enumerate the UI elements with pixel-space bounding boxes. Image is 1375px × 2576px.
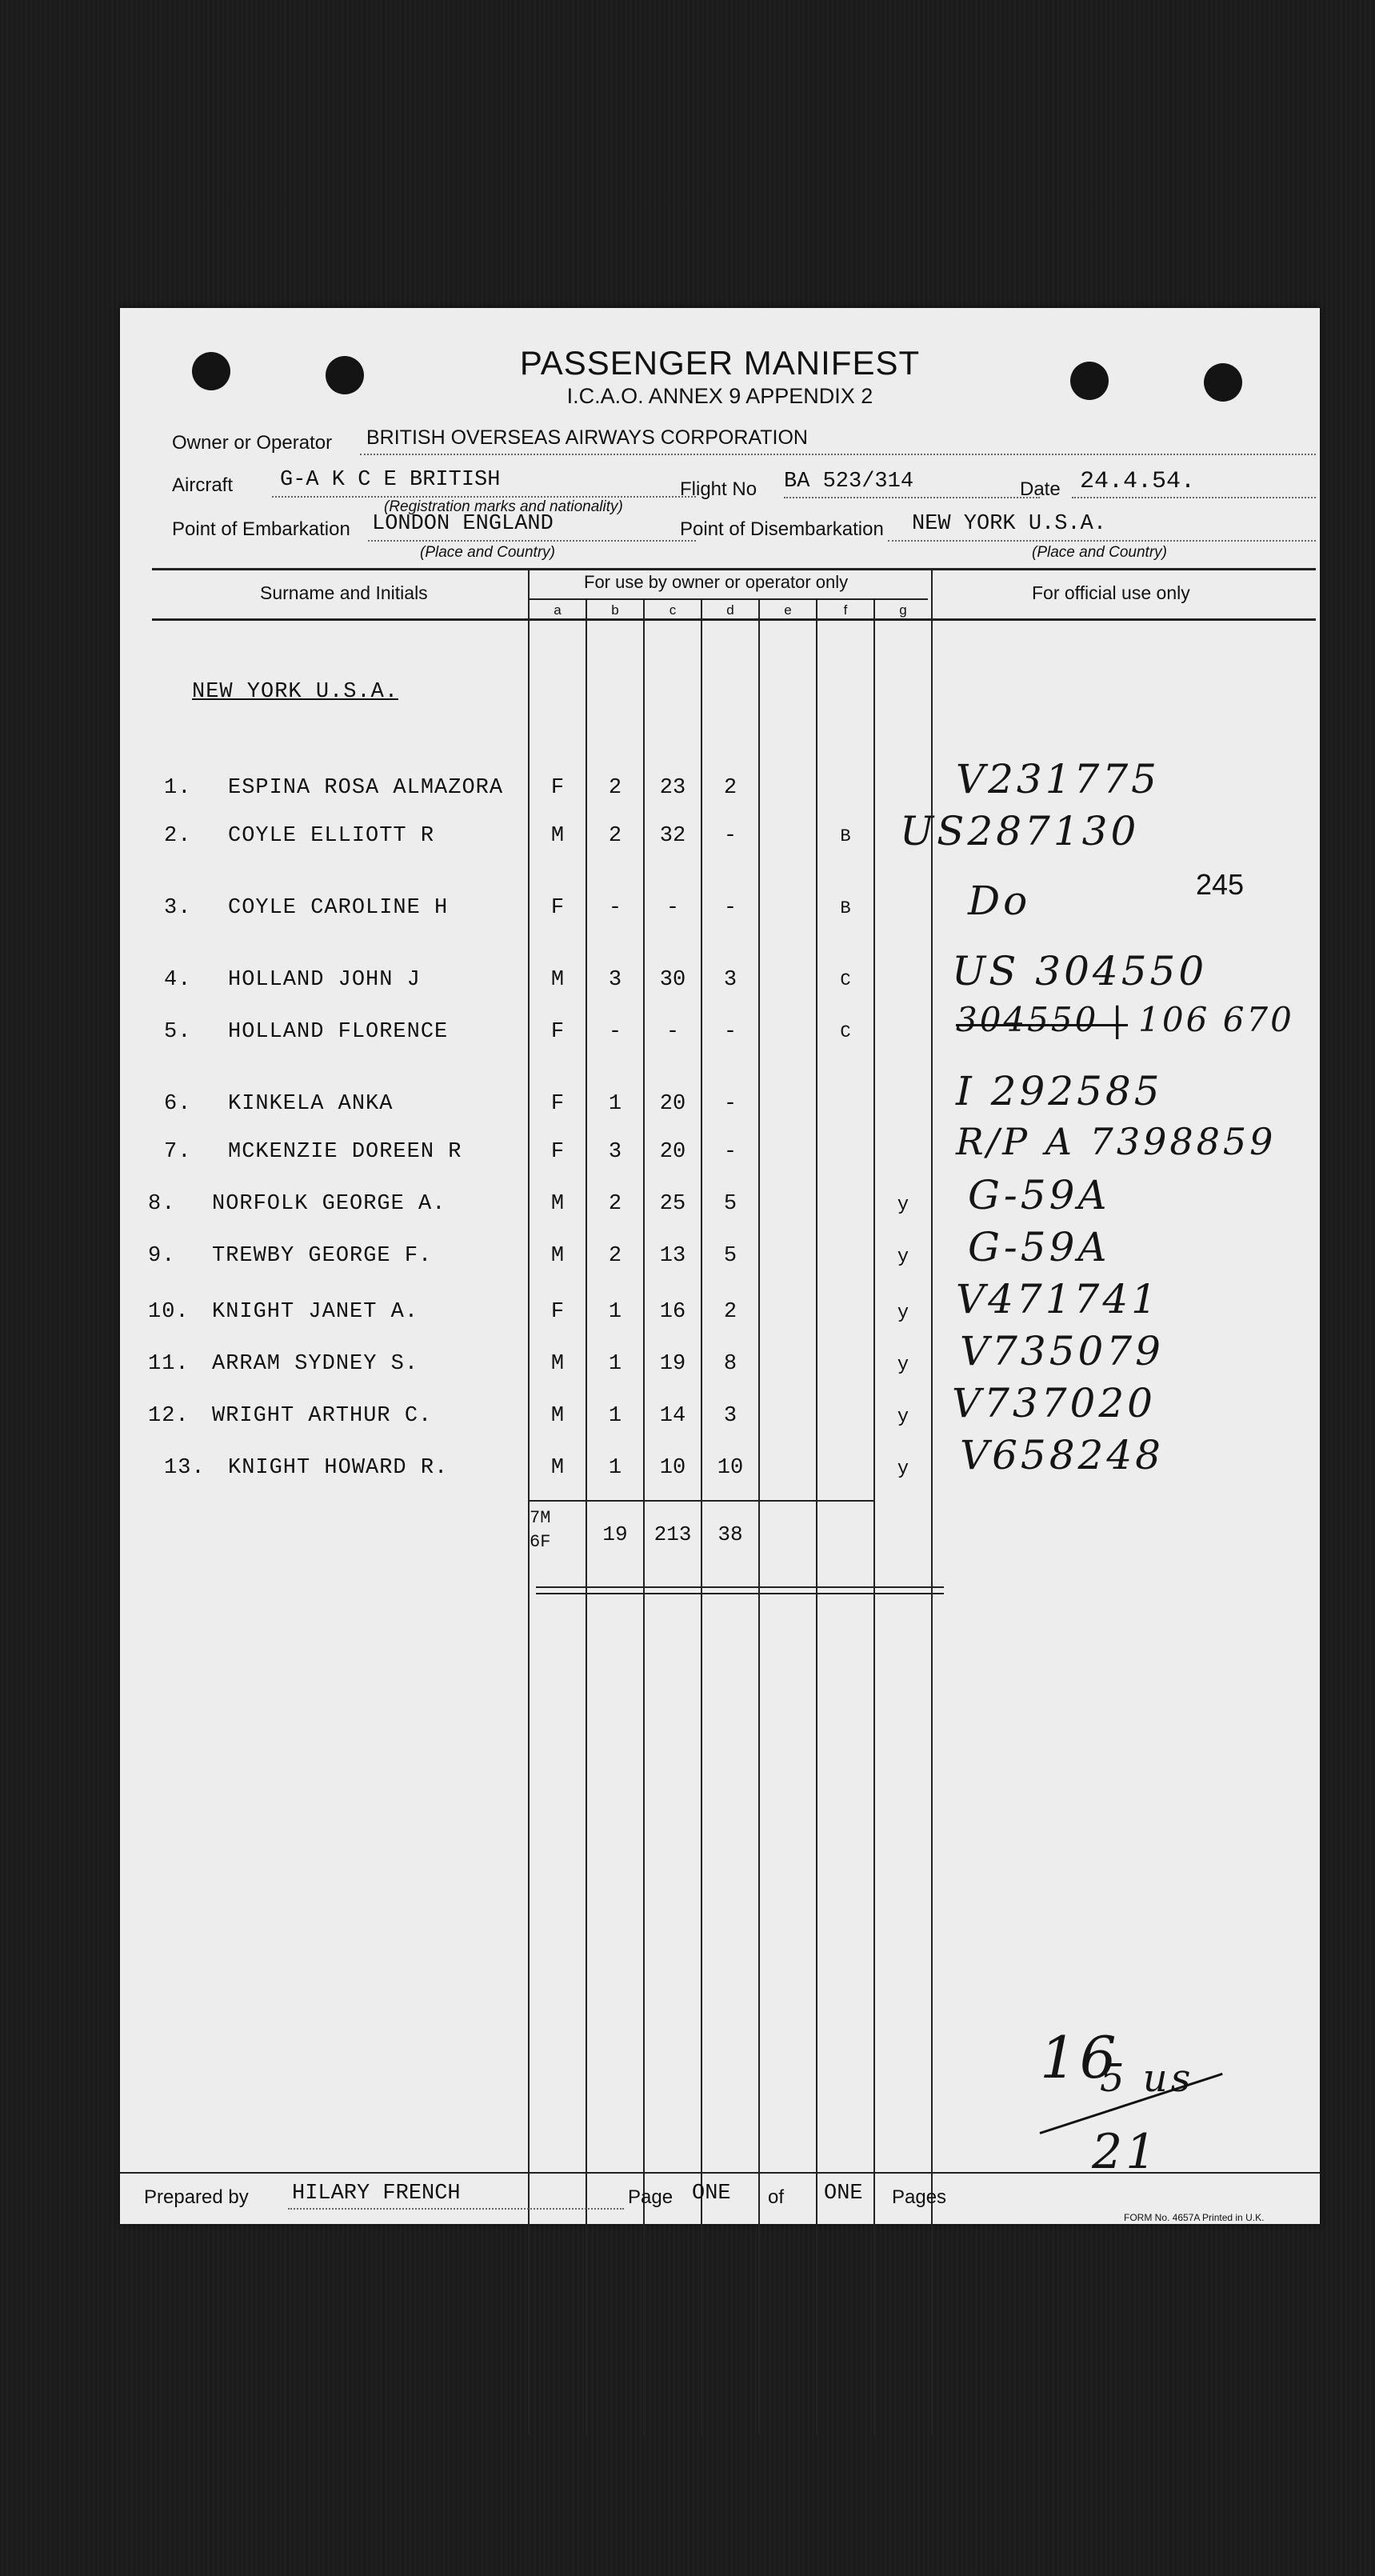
row-number: 13.: [164, 1456, 206, 1480]
owner-label: Owner or Operator: [172, 432, 333, 454]
disembarkation-note: (Place and Country): [1032, 544, 1167, 561]
cell-f: C: [840, 1022, 851, 1042]
row-number: 5.: [164, 1020, 192, 1044]
column-letter-c: c: [669, 602, 677, 618]
cell-d: 10: [717, 1456, 744, 1480]
cell-c: 32: [659, 824, 686, 848]
column-rule-d: [701, 598, 702, 2436]
cell-c: 14: [659, 1404, 686, 1428]
cell-a: F: [550, 776, 565, 800]
official-entry: I 292585: [956, 1068, 1163, 1114]
cell-d: -: [723, 824, 737, 848]
table-top-rule: [152, 568, 1316, 570]
cell-c: -: [666, 1020, 680, 1044]
cell-a: F: [550, 1300, 565, 1324]
column-letter-e: e: [784, 602, 792, 618]
passenger-name: ARRAM SYDNEY S.: [212, 1352, 419, 1376]
cell-f: C: [840, 970, 851, 990]
cell-b: -: [608, 896, 622, 920]
passenger-name: TREWBY GEORGE F.: [212, 1244, 433, 1268]
passenger-name: KINKELA ANKA: [228, 1092, 394, 1116]
surname-column-header: Surname and Initials: [260, 582, 428, 603]
page-label: Page: [628, 2186, 674, 2208]
cell-d: -: [723, 1092, 737, 1116]
cell-a: M: [550, 1192, 565, 1216]
cell-c: 19: [659, 1352, 686, 1376]
official-entry: US287130: [900, 808, 1140, 854]
cell-b: 3: [608, 1140, 622, 1164]
totals-double-rule-1: [536, 1586, 944, 1588]
owner-value: BRITISH OVERSEAS AIRWAYS CORPORATION: [366, 426, 808, 449]
official-entry: V471741: [956, 1276, 1160, 1322]
passenger-name: COYLE ELLIOTT R: [228, 824, 435, 848]
cell-d: 3: [723, 968, 737, 992]
cell-c: 23: [659, 776, 686, 800]
of-value: ONE: [824, 2182, 863, 2206]
cell-a: F: [550, 1092, 565, 1116]
cell-b: 2: [608, 1244, 622, 1268]
destination-section-header: NEW YORK U.S.A.: [192, 680, 399, 704]
passenger-name: WRIGHT ARTHUR C.: [212, 1404, 433, 1428]
embarkation-note: (Place and Country): [420, 544, 555, 561]
official-entry: Do: [968, 878, 1031, 924]
official-entry: V658248: [960, 1432, 1164, 1478]
tally-top: 16: [1040, 2024, 1120, 2091]
total-b: 19: [602, 1522, 628, 1546]
cell-a: F: [550, 896, 565, 920]
cell-g: y: [897, 1302, 909, 1324]
aircraft-value: G-A K C E BRITISH: [280, 468, 501, 492]
row-number: 1.: [164, 776, 192, 800]
embarkation-value: LONDON ENGLAND: [372, 512, 554, 536]
column-rule-e: [758, 598, 760, 2436]
margin-note: 245: [1196, 868, 1245, 901]
cell-b: 1: [608, 1300, 622, 1324]
cell-f: B: [840, 826, 851, 846]
official-entry: G-59A: [968, 1172, 1110, 1218]
cell-a: M: [550, 1244, 565, 1268]
pages-label: Pages: [892, 2186, 947, 2208]
cell-c: 20: [659, 1092, 686, 1116]
passenger-name: NORFOLK GEORGE A.: [212, 1192, 446, 1216]
cell-d: 5: [723, 1192, 737, 1216]
form-number: FORM No. 4657A Printed in U.K.: [1124, 2212, 1265, 2223]
row-number: 9.: [148, 1244, 176, 1268]
flight-value: BA 523/314: [784, 470, 914, 494]
document-subtitle: I.C.A.O. ANNEX 9 APPENDIX 2: [566, 384, 873, 408]
cell-b: 1: [608, 1456, 622, 1480]
of-label: of: [768, 2186, 785, 2208]
official-entry: US 304550: [952, 948, 1208, 994]
document-title: PASSENGER MANIFEST: [519, 344, 921, 382]
official-entry: V737020: [952, 1380, 1156, 1426]
row-number: 3.: [164, 896, 192, 920]
official-entry: V231775: [956, 756, 1160, 802]
cell-d: -: [723, 896, 737, 920]
embarkation-dotted-line: [368, 540, 696, 542]
passenger-name: ESPINA ROSA ALMAZORA: [228, 776, 504, 800]
date-dotted-line: [1072, 497, 1316, 498]
totals-double-rule-2: [536, 1593, 944, 1594]
passenger-name: KNIGHT JANET A.: [212, 1300, 419, 1324]
footer-rule: [120, 2172, 1320, 2174]
embarkation-label: Point of Embarkation: [172, 518, 350, 540]
cell-g: y: [897, 1354, 909, 1376]
cell-c: 30: [659, 968, 686, 992]
row-number: 8.: [148, 1192, 176, 1216]
cell-d: 3: [723, 1404, 737, 1428]
row-number: 10.: [148, 1300, 190, 1324]
passenger-name: MCKENZIE DOREEN R: [228, 1140, 462, 1164]
official-entry-strikethrough: [956, 1024, 1128, 1026]
cell-b: -: [608, 1020, 622, 1044]
cell-a: F: [550, 1140, 565, 1164]
column-letter-f: f: [843, 602, 848, 618]
cell-a: M: [550, 824, 565, 848]
cell-a: M: [550, 1404, 565, 1428]
column-rule-g: [873, 598, 875, 2436]
cell-b: 1: [608, 1352, 622, 1376]
cell-b: 1: [608, 1092, 622, 1116]
table-header-rule: [152, 618, 1316, 621]
row-number: 6.: [164, 1092, 192, 1116]
column-rule-c: [643, 598, 645, 2436]
cell-c: -: [666, 896, 680, 920]
column-letter-g: g: [899, 602, 907, 618]
disembarkation-dotted-line: [888, 540, 1316, 542]
cell-c: 13: [659, 1244, 686, 1268]
page-value: ONE: [692, 2182, 731, 2206]
cell-d: 5: [723, 1244, 737, 1268]
row-number: 12.: [148, 1404, 190, 1428]
cell-d: 2: [723, 776, 737, 800]
cell-d: -: [723, 1140, 737, 1164]
passenger-name: KNIGHT HOWARD R.: [228, 1456, 449, 1480]
official-entry: R/P A 7398859: [956, 1120, 1277, 1163]
column-letter-a: a: [554, 602, 562, 618]
row-number: 7.: [164, 1140, 192, 1164]
cell-a: M: [550, 1352, 565, 1376]
cell-c: 16: [659, 1300, 686, 1324]
cell-f: B: [840, 898, 851, 918]
aircraft-note: (Registration marks and nationality): [384, 498, 623, 515]
disembarkation-label: Point of Disembarkation: [680, 518, 884, 540]
aircraft-label: Aircraft: [172, 474, 234, 496]
passenger-name: HOLLAND FLORENCE: [228, 1020, 449, 1044]
row-number: 11.: [148, 1352, 190, 1376]
prepared-by-label: Prepared by: [144, 2186, 249, 2208]
cell-d: -: [723, 1020, 737, 1044]
flight-label: Flight No: [680, 478, 757, 500]
cell-d: 2: [723, 1300, 737, 1324]
cell-g: y: [897, 1458, 909, 1480]
cell-b: 2: [608, 776, 622, 800]
official-entry: V735079: [960, 1328, 1164, 1374]
total-female: 6F: [530, 1532, 551, 1552]
cell-a: F: [550, 1020, 565, 1044]
cell-g: y: [897, 1246, 909, 1268]
disembarkation-value: NEW YORK U.S.A.: [912, 512, 1107, 536]
prepared-by-value: HILARY FRENCH: [292, 2182, 461, 2206]
owner-dotted-line: [360, 454, 1316, 455]
cell-b: 3: [608, 968, 622, 992]
column-rule-b: [586, 598, 587, 2436]
cell-b: 1: [608, 1404, 622, 1428]
total-d: 38: [717, 1522, 743, 1546]
owner-column-header: For use by owner or operator only: [584, 572, 849, 592]
tally-middle: 5 us: [1100, 2056, 1194, 2101]
tally-total: 21: [1092, 2124, 1160, 2180]
cell-c: 25: [659, 1192, 686, 1216]
owner-subheader-rule: [528, 598, 928, 600]
cell-c: 20: [659, 1140, 686, 1164]
official-entry: G-59A: [968, 1224, 1110, 1270]
cell-g: y: [897, 1194, 909, 1216]
cell-c: 10: [659, 1456, 686, 1480]
totals-top-rule: [528, 1500, 873, 1502]
cell-d: 8: [723, 1352, 737, 1376]
column-rule-a: [528, 568, 530, 2436]
date-value: 24.4.54.: [1080, 468, 1196, 495]
column-letter-d: d: [726, 602, 734, 618]
prepared-dotted-line: [288, 2208, 624, 2210]
manifest-sheet: [120, 308, 1320, 2224]
passenger-name: HOLLAND JOHN J: [228, 968, 421, 992]
date-label: Date: [1020, 478, 1061, 500]
flight-dotted-line: [784, 497, 1040, 498]
total-male: 7M: [530, 1508, 551, 1528]
cell-a: M: [550, 968, 565, 992]
column-rule-f: [816, 598, 817, 2436]
column-letter-b: b: [611, 602, 619, 618]
official-entry: 304550 | 106 670: [956, 1000, 1294, 1039]
passenger-name: COYLE CAROLINE H: [228, 896, 449, 920]
official-column-header: For official use only: [1032, 582, 1190, 603]
row-number: 4.: [164, 968, 192, 992]
cell-a: M: [550, 1456, 565, 1480]
cell-b: 2: [608, 1192, 622, 1216]
cell-b: 2: [608, 824, 622, 848]
row-number: 2.: [164, 824, 192, 848]
cell-g: y: [897, 1406, 909, 1428]
total-c: 213: [654, 1522, 692, 1546]
aircraft-dotted-line: [272, 496, 696, 498]
